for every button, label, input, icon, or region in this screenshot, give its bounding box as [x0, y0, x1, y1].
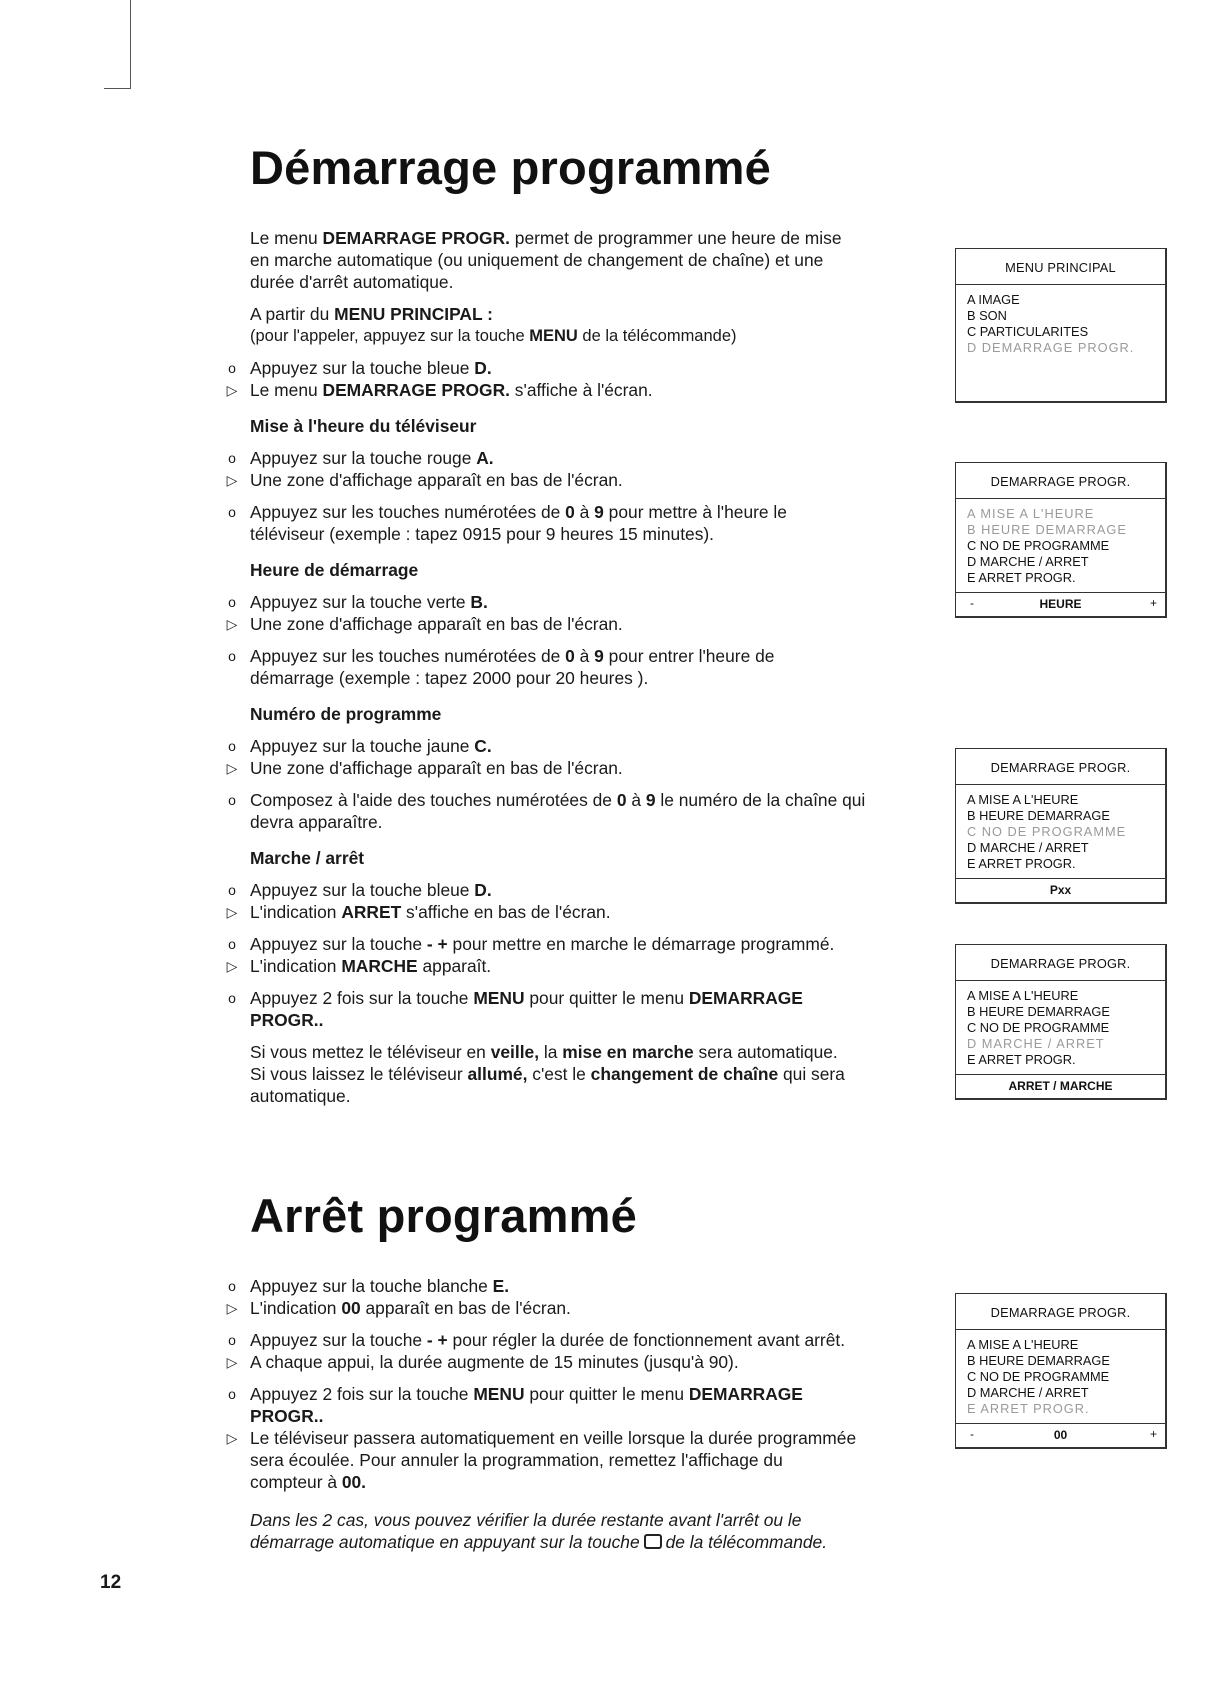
tv-screen-main-menu — [955, 248, 1167, 403]
text-run: apparaît. — [417, 956, 492, 976]
start-time-steps — [222, 591, 942, 689]
screen-menu-list — [956, 981, 1165, 1072]
heading-set-time: Mise à l'heure du téléviseur — [250, 416, 477, 436]
result-arrow-icon: ▷ — [226, 382, 238, 398]
text-run: Appuyez sur la touche bleue — [250, 880, 475, 900]
text-run: qui sera — [778, 1064, 845, 1084]
instruction-line — [222, 1297, 952, 1319]
instruction-line — [222, 591, 942, 613]
instruction-line — [222, 1329, 952, 1351]
step-bullet-icon: o — [228, 1386, 236, 1402]
screen-menu-item: B SON — [967, 308, 1007, 323]
bold-text: allumé, — [467, 1064, 528, 1084]
text-run: à — [574, 646, 595, 666]
bold-text: - + — [426, 1330, 448, 1350]
text-run: compteur à — [250, 1472, 342, 1492]
instruction-line — [222, 933, 942, 955]
instruction-line — [222, 987, 942, 1009]
section-title-demarrage: Démarrage programmé — [250, 141, 772, 194]
section-title-arret: Arrêt programmé — [250, 1189, 637, 1242]
bold-text: 00. — [341, 1472, 367, 1492]
step-bullet-icon: o — [228, 990, 236, 1006]
instruction-line — [222, 1085, 942, 1107]
text-run: Appuyez 2 fois sur la touche — [250, 1384, 474, 1404]
bold-text: - + — [426, 934, 448, 954]
text-run: devra apparaître. — [250, 812, 383, 832]
bold-text: 9 — [594, 646, 604, 666]
crop-mark-vertical — [130, 0, 131, 88]
tv-screen-start-menu-c — [955, 748, 1167, 904]
status-value: Pxx — [1049, 883, 1072, 897]
heading-on-off: Marche / arrêt — [250, 848, 365, 868]
step-bullet-icon: o — [228, 1332, 236, 1348]
bold-text: PROGR.. — [250, 1406, 324, 1426]
text-run: Si vous mettez le téléviseur en — [250, 1042, 491, 1062]
step-bullet-icon: o — [228, 1278, 236, 1294]
screen-header: DEMARRAGE PROGR. — [956, 749, 1165, 785]
instruction-line — [222, 379, 942, 401]
screen-menu-item: A MISE A L'HEURE — [967, 792, 1079, 807]
step-bullet-icon: o — [228, 882, 236, 898]
result-arrow-icon: ▷ — [226, 958, 238, 974]
bold-text: 0 — [616, 790, 627, 810]
result-arrow-icon: ▷ — [226, 904, 238, 920]
step-bullet-icon: o — [228, 648, 236, 664]
screen-menu-item-selected: A MISE A L'HEURE — [967, 506, 1095, 521]
text-run: L'indication — [250, 1298, 342, 1318]
bold-text: MENU — [473, 1384, 525, 1404]
instruction-line — [222, 645, 942, 667]
result-arrow-icon: ▷ — [226, 616, 238, 632]
text-run: Une zone d'affichage apparaît en bas de l'écran. — [250, 614, 623, 634]
bold-text: MENU — [529, 327, 578, 345]
text-run: automatique. — [250, 1086, 351, 1106]
instruction-line — [222, 1471, 952, 1493]
bold-text: D. — [474, 358, 492, 378]
screen-menu-list — [956, 285, 1165, 360]
screen-menu-item: E ARRET PROGR. — [967, 1052, 1076, 1067]
text-run: Appuyez sur la touche blanche — [250, 1276, 493, 1296]
instruction-line — [222, 357, 942, 379]
text-run: pour quitter le menu — [524, 988, 689, 1008]
screen-menu-item-selected: E ARRET PROGR. — [967, 1401, 1090, 1416]
screen-menu-item-selected: D DEMARRAGE PROGR. — [967, 340, 1135, 355]
text-run: pour quitter le menu — [524, 1384, 689, 1404]
text-run: Appuyez 2 fois sur la touche — [250, 988, 474, 1008]
instruction-line — [222, 523, 942, 545]
text-run: Appuyez sur les touches numérotées de — [250, 646, 566, 666]
result-arrow-icon: ▷ — [226, 1300, 238, 1316]
text-run: L'indication — [250, 956, 342, 976]
instruction-line — [222, 501, 942, 523]
call-hint — [222, 325, 942, 347]
screen-header: DEMARRAGE PROGR. — [956, 945, 1165, 981]
bold-text: mise en marche — [562, 1042, 694, 1062]
text-run: téléviseur (exemple : tapez 0915 pour 9 heures 15 minutes). — [250, 524, 715, 544]
screen-menu-item: E ARRET PROGR. — [967, 570, 1076, 585]
screen-status-bar — [956, 592, 1165, 616]
screen-menu-item: C NO DE PROGRAMME — [967, 1369, 1110, 1384]
text-run: Une zone d'affichage apparaît en bas de l'écran. — [250, 758, 623, 778]
text-run: la — [539, 1042, 563, 1062]
screen-menu-item: C PARTICULARITES — [967, 324, 1089, 339]
minus-sign: - — [970, 1427, 974, 1441]
bold-text: 9 — [645, 790, 656, 810]
screen-menu-item: C NO DE PROGRAMME — [967, 1020, 1110, 1035]
screen-menu-item: D MARCHE / ARRET — [967, 554, 1089, 569]
intro-line — [222, 227, 942, 249]
heading-program-number: Numéro de programme — [250, 704, 442, 724]
instruction-line — [222, 1427, 952, 1449]
instruction-line — [222, 1063, 942, 1085]
screen-menu-item: B HEURE DEMARRAGE — [967, 1004, 1110, 1019]
screen-menu-item: D MARCHE / ARRET — [967, 1385, 1089, 1400]
screen-status-bar — [956, 1423, 1165, 1447]
set-time-steps — [222, 447, 942, 545]
instruction-line — [222, 1041, 942, 1063]
text-run: Appuyez sur la touche — [250, 934, 427, 954]
text-run: pour mettre à l'heure le — [603, 502, 787, 522]
text-run: apparaît en bas de l'écran. — [360, 1298, 571, 1318]
step-bullet-icon: o — [228, 792, 236, 808]
text-run: L'indication — [250, 902, 342, 922]
status-value: HEURE — [1039, 597, 1082, 611]
screen-menu-item: A MISE A L'HEURE — [967, 988, 1079, 1003]
section-arret-body — [222, 1275, 952, 1553]
text-run: Appuyez sur la touche jaune — [250, 736, 475, 756]
text-run: pour entrer l'heure de — [603, 646, 775, 666]
intro-line — [222, 271, 942, 293]
text-run: s'affiche en bas de l'écran. — [401, 902, 611, 922]
screen-menu-item: E ARRET PROGR. — [967, 856, 1076, 871]
text-run: Le menu — [250, 380, 323, 400]
text-run: sera écoulée. Pour annuler la programmation, remettez l'affichage du — [250, 1450, 783, 1470]
tv-screen-start-menu-a — [955, 462, 1167, 618]
crop-mark-horizontal — [104, 88, 131, 89]
arret-steps — [222, 1275, 952, 1493]
screen-status-bar — [956, 878, 1165, 902]
text-run: c'est le — [527, 1064, 591, 1084]
screen-header: MENU PRINCIPAL — [956, 249, 1165, 285]
result-arrow-icon: ▷ — [226, 1354, 238, 1370]
text-run: sera automatique. — [693, 1042, 838, 1062]
text-run: pour mettre en marche le démarrage programmé. — [447, 934, 835, 954]
instruction-line — [222, 735, 942, 757]
bold-text: MARCHE — [341, 956, 418, 976]
bold-text: DEMARRAGE — [688, 1384, 803, 1404]
step-bullet-icon: o — [228, 936, 236, 952]
screen-menu-item-selected: B HEURE DEMARRAGE — [967, 522, 1127, 537]
text-run: Si vous laissez le téléviseur — [250, 1064, 468, 1084]
bold-text: E. — [492, 1276, 510, 1296]
bold-text: 00 — [341, 1298, 361, 1318]
instruction-line — [222, 901, 942, 923]
text-run: pour régler la durée de fonctionnement avant arrêt. — [447, 1330, 846, 1350]
result-arrow-icon: ▷ — [226, 760, 238, 776]
instruction-line — [222, 613, 942, 635]
screen-menu-item-selected: C NO DE PROGRAMME — [967, 824, 1127, 839]
note-line: Dans les 2 cas, vous pouvez vérifier la durée restante avant l'arrêt ou le — [250, 1510, 802, 1530]
screen-menu-item: A IMAGE — [967, 292, 1020, 307]
step-bullet-icon: o — [228, 450, 236, 466]
text-run: Une zone d'affichage apparaît en bas de l'écran. — [250, 470, 623, 490]
heading-start-time: Heure de démarrage — [250, 560, 419, 580]
instruction-line — [222, 757, 942, 779]
status-value: 00 — [1053, 1428, 1068, 1442]
screen-menu-list — [956, 499, 1165, 590]
bold-text: 0 — [565, 502, 575, 522]
step-bullet-icon: o — [228, 738, 236, 754]
step-bullet-icon: o — [228, 360, 236, 376]
text-run: permet de programmer une heure de mise — [509, 228, 842, 248]
text-run: Le menu — [250, 228, 323, 248]
instruction-line — [222, 1449, 952, 1471]
bold-text: DEMARRAGE PROGR. — [322, 228, 510, 248]
text-run: à — [574, 502, 595, 522]
timer-key-icon — [644, 1534, 662, 1549]
text-run: A partir du — [250, 304, 335, 324]
bold-text: B. — [470, 592, 488, 612]
page-number: 12 — [100, 1572, 122, 1593]
bold-text: C. — [474, 736, 492, 756]
bold-text: MENU PRINCIPAL : — [334, 304, 493, 324]
bold-text: DEMARRAGE PROGR. — [322, 380, 510, 400]
text-run: en marche automatique (ou uniquement de changement de chaîne) et une — [250, 250, 824, 270]
tv-screen-start-menu-e — [955, 1293, 1167, 1449]
bold-text: veille, — [490, 1042, 540, 1062]
screen-header: DEMARRAGE PROGR. — [956, 1294, 1165, 1330]
text-run: Le téléviseur passera automatiquement en veille lorsque la durée programmée — [250, 1428, 857, 1448]
bold-text: D. — [474, 880, 492, 900]
instruction-line — [222, 447, 942, 469]
screen-header: DEMARRAGE PROGR. — [956, 463, 1165, 499]
program-number-steps — [222, 735, 942, 833]
note-text: démarrage automatique en appuyant sur la touche — [250, 1532, 640, 1552]
status-value: ARRET / MARCHE — [1008, 1079, 1113, 1093]
instruction-line — [222, 955, 942, 977]
text-run: de la télécommande) — [577, 327, 737, 345]
from-main-menu — [222, 303, 942, 325]
screen-menu-item: B HEURE DEMARRAGE — [967, 1353, 1110, 1368]
screen-menu-item: D MARCHE / ARRET — [967, 840, 1089, 855]
text-run: Appuyez sur la touche — [250, 1330, 427, 1350]
instruction-line — [222, 1405, 952, 1427]
text-run: s'affiche à l'écran. — [509, 380, 653, 400]
text-run: A chaque appui, la durée augmente de 15 minutes (jusqu'à 90). — [250, 1352, 739, 1372]
instruction-line — [222, 1383, 952, 1405]
text-run: Appuyez sur les touches numérotées de — [250, 502, 566, 522]
instruction-line — [222, 789, 942, 811]
bold-text: 9 — [594, 502, 604, 522]
text-run: (pour l'appeler, appuyez sur la touche — [250, 327, 530, 345]
instruction-line — [222, 811, 942, 833]
instruction-line — [222, 879, 942, 901]
bold-text: changement de chaîne — [590, 1064, 779, 1084]
screen-menu-item: A MISE A L'HEURE — [967, 1337, 1079, 1352]
screen-menu-list — [956, 785, 1165, 876]
section-demarrage-body — [222, 227, 942, 1107]
screen-menu-item: C NO DE PROGRAMME — [967, 538, 1110, 553]
intro-paragraph — [222, 227, 942, 293]
bold-text: MENU — [473, 988, 525, 1008]
step-bullet-icon: o — [228, 504, 236, 520]
instruction-line — [222, 1275, 952, 1297]
text-run: démarrage (exemple : tapez 2000 pour 20 heures ). — [250, 668, 649, 688]
result-arrow-icon: ▷ — [226, 1430, 238, 1446]
instruction-line — [222, 1351, 952, 1373]
text-run: Appuyez sur la touche bleue — [250, 358, 475, 378]
open-menu-steps — [222, 357, 942, 401]
intro-line — [222, 249, 942, 271]
text-run: durée d'arrêt automatique. — [250, 272, 454, 292]
step-bullet-icon: o — [228, 594, 236, 610]
on-off-steps — [222, 879, 942, 1107]
text-run: Appuyez sur la touche rouge — [250, 448, 477, 468]
text-run: le numéro de la chaîne qui — [655, 790, 866, 810]
text-run: à — [626, 790, 646, 810]
text-run: Composez à l'aide des touches numérotées de — [250, 790, 617, 810]
minus-sign: - — [970, 596, 974, 610]
screen-status-bar — [956, 1074, 1165, 1098]
bold-text: ARRET — [341, 902, 402, 922]
bold-text: PROGR.. — [250, 1010, 324, 1030]
instruction-line — [222, 469, 942, 491]
bold-text: A. — [476, 448, 494, 468]
plus-sign: + — [1149, 596, 1157, 610]
tv-screen-start-menu-d — [955, 944, 1167, 1100]
instruction-line — [222, 667, 942, 689]
note-text: de la télécommande. — [665, 1532, 828, 1552]
bold-text: DEMARRAGE — [688, 988, 803, 1008]
note-line — [222, 1531, 952, 1553]
plus-sign: + — [1149, 1427, 1157, 1441]
bold-text: 0 — [565, 646, 575, 666]
text-run: Appuyez sur la touche verte — [250, 592, 471, 612]
result-arrow-icon: ▷ — [226, 472, 238, 488]
instruction-line — [222, 1009, 942, 1031]
screen-menu-item: B HEURE DEMARRAGE — [967, 808, 1110, 823]
screen-menu-list — [956, 1330, 1165, 1421]
screen-menu-item-selected: D MARCHE / ARRET — [967, 1036, 1105, 1051]
